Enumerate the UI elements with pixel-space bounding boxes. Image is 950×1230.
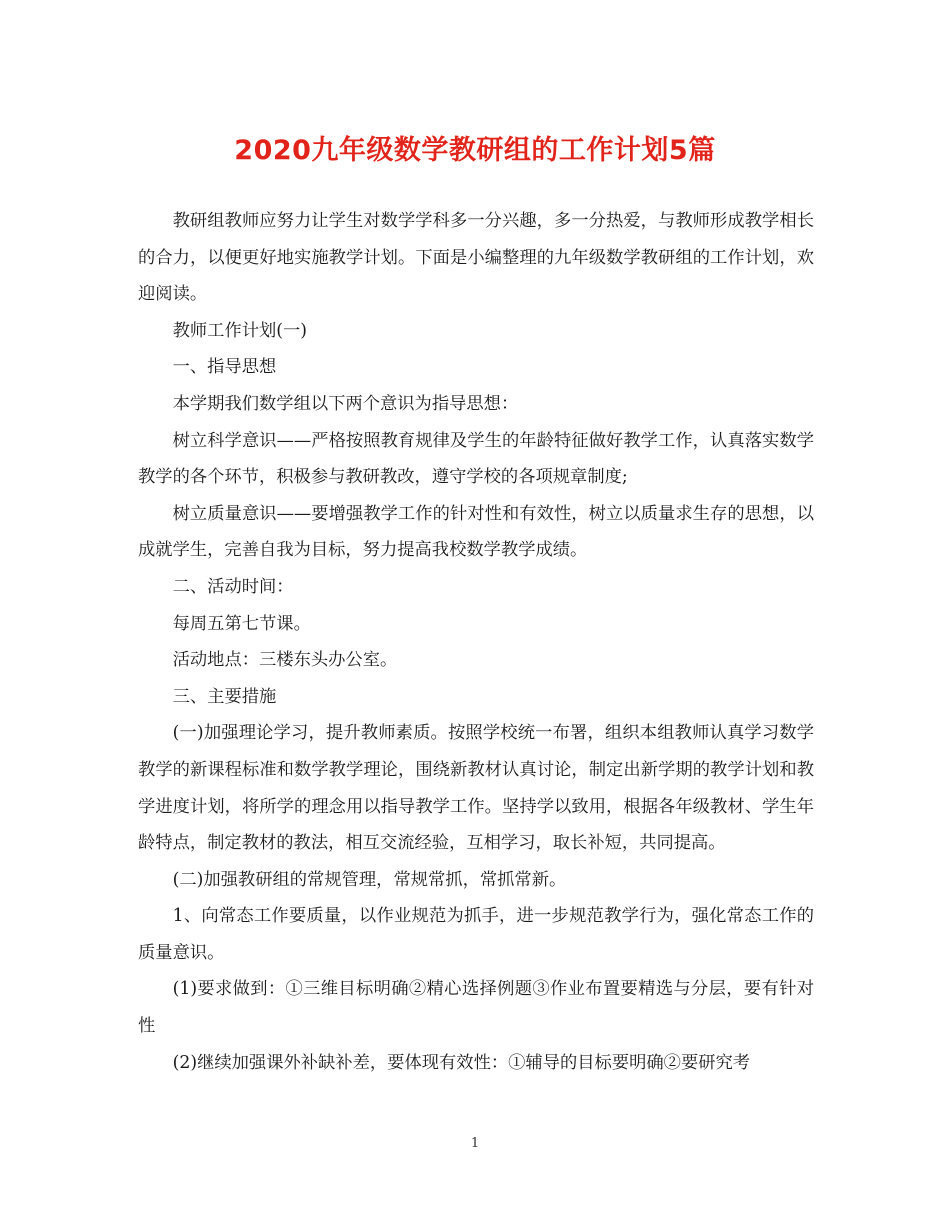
paragraph-section-1-heading: 一、指导思想 — [172, 357, 277, 378]
page-number: 1 — [470, 1136, 480, 1151]
document-title: 2020九年级数学教研组的工作计划5篇 — [234, 135, 716, 166]
paragraph-plan-heading: 教师工作计划(一) — [172, 320, 308, 341]
paragraph: 树立科学意识——严格按照教育规律及学生的年龄特征做好教学工作，认真落实数学教学的各个环节，积极参与教研教改，遵守学校的各项规章制度; — [138, 430, 814, 488]
paragraph-intro: 教研组教师应努力让学生对数学学科多一分兴趣，多一分热爱，与教师形成教学相长的合力，以便更好地实施教学计划。下面是小编整理的九年级数学教研组的工作计划，欢迎阅读。 — [138, 211, 814, 305]
paragraph: (一)加强理论学习，提升教师素质。按照学校统一布署，组织本组教师认真学习数学教学的新课程标准和数学教学理论，围绕新教材认真讨论，制定出新学期的教学计划和教学进度计划，将所学的理念用以指导教学工作。坚持学以致用，根据各年级教材、学生年龄特点，制定教材的教法，相互交流经验，互相学习，取长补短，共同提高。 — [138, 723, 814, 854]
paragraph-section-3-heading: 三、主要措施 — [172, 686, 277, 707]
document-body — [138, 203, 814, 1081]
paragraph: 1、向常态工作要质量，以作业规范为抓手，进一步规范教学行为，强化常态工作的质量意识。 — [138, 906, 814, 963]
paragraph: 树立质量意识——要增强教学工作的针对性和有效性，树立以质量求生存的思想，以成就学生，完善自我为目标，努力提高我校数学教学成绩。 — [138, 503, 814, 561]
paragraph: 本学期我们数学组以下两个意识为指导思想： — [172, 393, 519, 414]
paragraph: (1)要求做到：①三维目标明确②精心选择例题③作业布置要精选与分层，要有针对性 — [138, 979, 814, 1037]
paragraph-section-2-heading: 二、活动时间： — [172, 576, 294, 597]
paragraph: 活动地点：三楼东头办公室。 — [172, 650, 398, 671]
paragraph: (2)继续加强课外补缺补差，要体现有效性：①辅导的目标要明确②要研究考 — [172, 1052, 751, 1073]
paragraph: (二)加强教研组的常规管理，常规常抓，常抓常新。 — [172, 869, 567, 890]
paragraph: 每周五第七节课。 — [172, 613, 311, 634]
